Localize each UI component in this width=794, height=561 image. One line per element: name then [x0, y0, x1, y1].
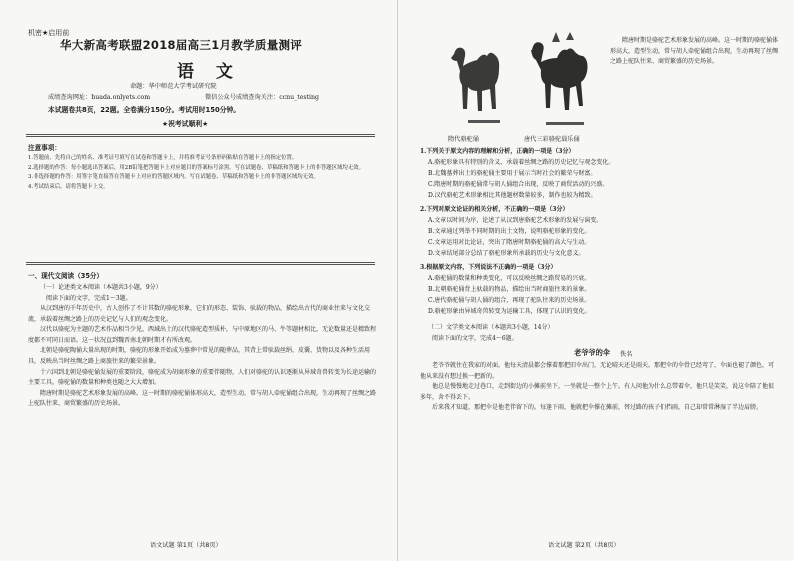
- figure-caption: 唐代三彩骆驼载乐俑: [524, 136, 580, 143]
- story-author: 佚名: [620, 351, 633, 358]
- note-item: 3.非选择题的作答：用签字笔直接答在答题卡上对应的答题区域内。写在试题卷、草稿纸和答题卡上的非答题区域均无效。: [28, 174, 319, 180]
- note-item: 2.选择题的作答：每小题选出答案后，用2B铅笔把答题卡上对应题目的答案标号涂黑。写在试题卷、草稿纸和答题卡上的非答题区域均无效。: [28, 164, 364, 171]
- good-luck: ★祝考试顺利★: [162, 120, 209, 128]
- exam-title: 华大新高考联盟2018届高三1月教学质量测评: [60, 38, 303, 52]
- option-a: A.骆驼形象具有特别的含义，承载着丝绸之路的历史记忆与观念变化。: [428, 159, 615, 166]
- option-d: D.文章结尾部分总结了骆驼形象所承载的历史与文化意义。: [428, 250, 585, 257]
- divider: [26, 134, 375, 135]
- option-c: C.隋唐时期的骆驼俑常与胡人俑组合出现，反映了商贸活动的兴盛。: [428, 181, 609, 188]
- option-d: D.汉代骆驼艺术形象相比其他题材数量较多，制作也较为精致。: [428, 192, 597, 199]
- story-body: [420, 361, 776, 533]
- option-b: B.北魏墓葬出土的骆驼俑主要用于展示当时社会的繁荣与财富。: [428, 170, 597, 177]
- inquiry-web: 成绩查询网址：huada.onlyets.com: [48, 94, 151, 101]
- notes-list: [28, 154, 376, 192]
- note-item: 4.考试结束后，请将答题卡上交。: [28, 183, 109, 190]
- subsection-heading: （二）文学类文本阅读（本题共3小题，14分）: [428, 324, 554, 331]
- divider: [26, 262, 375, 263]
- divider: [26, 136, 375, 137]
- passage-paragraph: 北朝是骆驼陶俑大量出现的时期，骆驼的形象开始成为墓葬中常见的随葬品，其背上常驮载丝绢、皮囊、货物以及各种生活用具，反映出当时丝绸之路上商旅往来的繁荣景象。: [28, 347, 371, 365]
- camel-figurine-image: [446, 36, 508, 128]
- subsection-instruction: 阅读下面的文字，完成4～6题。: [432, 335, 518, 342]
- passage-continued: [610, 36, 778, 140]
- passage-paragraph: 隋唐时期是骆驼艺术形象发展的高峰。这一时期的骆驼俑体形高大，造型生动，常与胡人牵驼俑组合出现，生动再现了丝绸之路上驼队往来、商贸繁盛的历史场景。: [610, 37, 778, 66]
- question-1: 1.下列关于原文内容的理解和分析，正确的一项是（3分）: [420, 148, 575, 155]
- page-footer: 语文试题 第2页（共8页）: [548, 542, 620, 549]
- subsection-instruction: 阅读下面的文字，完成1～3题。: [46, 295, 132, 302]
- passage-paragraph: 从汉到唐的千年历史中，古人创作了不计其数的骆驼形象，它们的形态、装饰、驮载的物品，描绘出古代的商业往来与文化交流，承载着丝绸之路上的历史记忆与人们的观念变化。: [28, 305, 371, 323]
- divider: [26, 264, 375, 265]
- option-d: D.骆驼形象由异域奇兽转变为运输工具，体现了认识的变化。: [428, 308, 591, 315]
- question-2: 2.下列对原文论证的相关分析，不正确的一项是（3分）: [420, 206, 569, 213]
- story-paragraph: 后来我才知道，那把伞是他老伴留下的。每逢下雨，他就把伞撑在摊前，替过路的孩子们挡雨，自己却常常淋湿了半边肩膀。: [432, 404, 763, 412]
- camel-musicians-image: [526, 30, 594, 128]
- question-3: 3.根据原文内容，下列说法不正确的一项是（3分）: [420, 264, 557, 271]
- passage-paragraph: 隋唐时期是骆驼艺术形象发展的高峰。这一时期的骆驼俑体形高大，造型生动，常与胡人牵驼俑组合出现，生动再现了丝绸之路上驼队往来、商贸繁盛的历史场景。: [28, 389, 377, 408]
- passage-paragraph: 汉代以骆驼为主题的艺术作品相当少见，西域出土的汉代骆驼造型质朴，与中原地区的马、牛等题材相比，无论数量还是精致程度都不可同日而语。这一状况直到魏晋南北朝时期才有所改观。: [28, 326, 377, 344]
- subsection-heading: （一）论述类文本阅读（本题共3小题，9分）: [40, 284, 162, 291]
- story-title: 老爷爷的伞: [574, 348, 610, 357]
- story-paragraph: 他总是慢慢地走过巷口，走到街边的小摊前坐下，一坐就是一整个上午。有人问他为什么总带着伞，他只是笑笑，说这伞陪了他很多年，舍不得丢下。: [420, 383, 775, 401]
- option-b: B.北朝骆驼俑背上驮载的物品，描绘出当时商旅往来的景象。: [428, 286, 591, 293]
- passage-paragraph: 十六国到北朝是骆驼俑发展的重要阶段，骆驼成为胡商形象的重要伴随物，人们对骆驼的认识逐渐从异域奇兽转变为长途运输的主要工具，骆驼俑的数量和种类也随之大大增加。: [28, 368, 377, 387]
- option-a: A.骆驼俑的数量和种类变化，可以反映丝绸之路贸易的兴衰。: [428, 275, 591, 282]
- exam-info: 本试题卷共8页，22题。全卷满分150分。考试用时150分钟。: [48, 106, 241, 114]
- option-c: C.唐代骆驼俑与胡人俑的组合，再现了驼队往来的历史场景。: [428, 297, 591, 304]
- page-footer: 语文试题 第1页（共8页）: [150, 542, 222, 549]
- option-c: C.文章运用对比论证，突出了隋唐时期骆驼俑的高大与生动。: [428, 239, 591, 246]
- subject-heading: 语 文: [177, 62, 241, 82]
- passage-body: [28, 304, 378, 534]
- figure-caption: 隋代骆驼俑: [448, 136, 479, 143]
- option-b: B.文章通过列举不同时期的出土文物，说明骆驼形象的变化。: [428, 228, 591, 235]
- author-line: 命题：华中师范大学考试研究院: [130, 83, 217, 90]
- section-heading: 一、现代文阅读（35分）: [28, 272, 104, 280]
- story-paragraph: 老爷爷就住在我家的对面，他每天清晨都会撑着那把旧伞出门，无论晴天还是雨天。那把伞的伞骨已经弯了，伞面也褪了颜色，可他从来没有想过换一把新的。: [420, 362, 775, 380]
- right-page: [398, 0, 794, 561]
- secret-mark: 机密★启用前: [28, 29, 70, 37]
- inquiry-wechat: 微信公众号成绩查询关注：ccnu_testing: [205, 94, 319, 101]
- option-a: A.文章以时间为序，论述了从汉到唐骆驼艺术形象的发展与演变。: [428, 217, 603, 224]
- notes-title: 注意事项：: [28, 144, 61, 152]
- note-item: 1.答题前，先将自己的姓名、准考证号填写在试卷和答题卡上，并将准考证号条形码粘贴在答题卡上的指定位置。: [28, 155, 298, 161]
